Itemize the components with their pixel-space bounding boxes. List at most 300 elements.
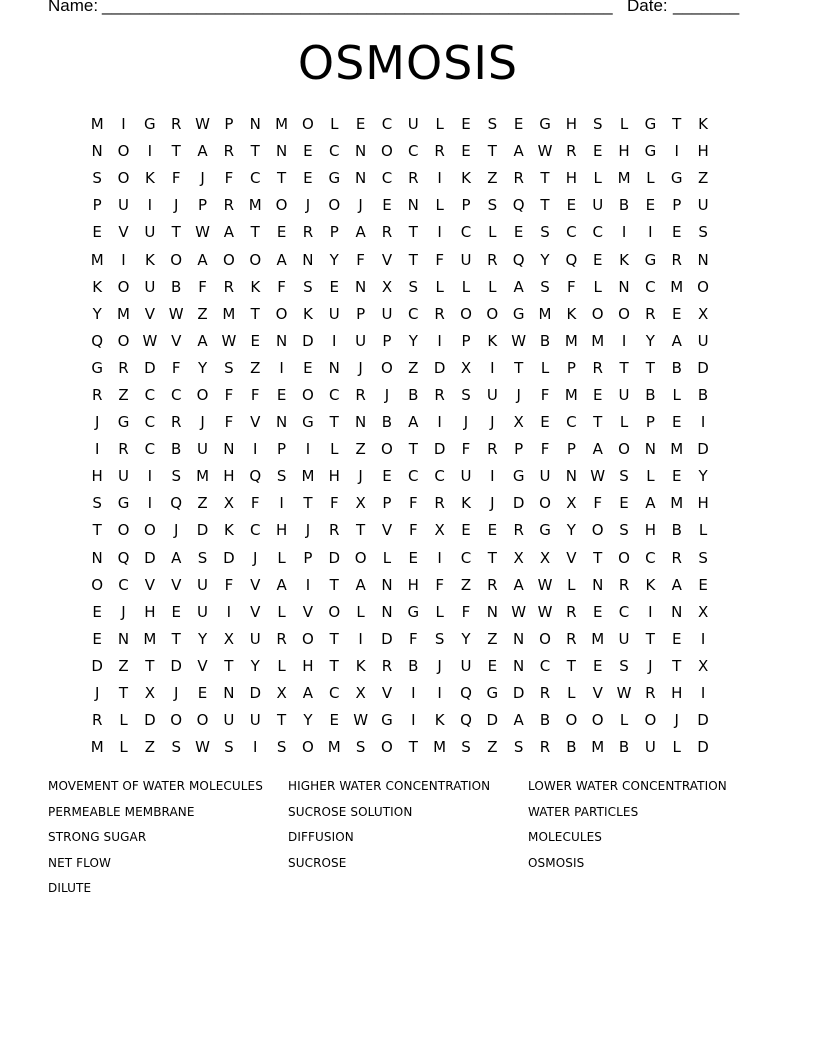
grid-letter[interactable]: O	[381, 142, 393, 161]
grid-letter[interactable]: E	[92, 629, 102, 648]
grid-letter[interactable]: K	[144, 169, 155, 188]
grid-letter[interactable]: L	[277, 602, 286, 621]
grid-letter[interactable]: H	[223, 467, 235, 486]
grid-letter[interactable]: O	[117, 142, 130, 161]
grid-letter[interactable]: I	[121, 250, 126, 269]
grid-letter[interactable]: V	[566, 548, 577, 567]
grid-letter[interactable]: R	[434, 494, 445, 513]
grid-letter[interactable]: L	[330, 115, 339, 134]
grid-letter[interactable]: H	[697, 494, 709, 513]
grid-letter[interactable]: N	[671, 602, 683, 621]
grid-letter[interactable]: G	[512, 304, 525, 323]
grid-letter[interactable]: F	[171, 169, 181, 188]
grid-letter[interactable]: N	[354, 413, 367, 432]
grid-letter[interactable]: X	[513, 548, 524, 567]
grid-letter[interactable]: F	[277, 277, 286, 296]
grid-letter[interactable]: B	[618, 738, 630, 757]
grid-letter[interactable]: Q	[170, 494, 183, 513]
grid-letter[interactable]: E	[540, 413, 550, 432]
grid-letter[interactable]: T	[514, 358, 524, 377]
grid-letter[interactable]: N	[592, 575, 604, 594]
grid-letter[interactable]: U	[381, 304, 393, 323]
grid-letter[interactable]: G	[644, 142, 657, 161]
grid-letter[interactable]: L	[698, 521, 708, 540]
grid-letter[interactable]: C	[329, 142, 340, 161]
grid-letter[interactable]: J	[200, 413, 205, 432]
grid-letter[interactable]: X	[355, 494, 366, 513]
grid-letter[interactable]: K	[645, 575, 656, 594]
grid-letter[interactable]: E	[513, 223, 524, 242]
grid-letter[interactable]: I	[674, 142, 679, 161]
grid-letter[interactable]: F	[171, 358, 181, 377]
grid-letter[interactable]: D	[249, 684, 262, 703]
grid-letter[interactable]: Z	[487, 629, 498, 648]
grid-letter[interactable]: S	[698, 548, 708, 567]
grid-letter[interactable]: I	[279, 494, 284, 513]
grid-letter[interactable]: T	[408, 738, 418, 757]
grid-letter[interactable]: P	[461, 331, 471, 350]
grid-letter[interactable]: N	[91, 548, 103, 567]
grid-letter[interactable]: U	[144, 277, 156, 296]
grid-letter[interactable]: U	[249, 629, 261, 648]
grid-letter[interactable]: T	[408, 250, 418, 269]
grid-letter[interactable]: C	[170, 385, 182, 404]
grid-letter[interactable]: I	[437, 223, 442, 242]
grid-letter[interactable]: L	[672, 385, 681, 404]
grid-letter[interactable]: G	[670, 169, 683, 188]
grid-letter[interactable]: R	[118, 440, 129, 459]
grid-letter[interactable]: P	[566, 440, 576, 459]
grid-letter[interactable]: X	[223, 494, 235, 513]
grid-letter[interactable]: L	[619, 115, 629, 134]
grid-letter[interactable]: R	[645, 304, 656, 323]
grid-letter[interactable]: N	[275, 413, 288, 432]
grid-letter[interactable]: C	[249, 169, 261, 188]
grid-letter[interactable]: R	[170, 413, 182, 432]
grid-letter[interactable]: K	[698, 115, 708, 134]
grid-letter[interactable]: E	[382, 467, 392, 486]
grid-letter[interactable]: T	[672, 115, 682, 134]
grid-letter[interactable]: G	[117, 494, 130, 513]
grid-letter[interactable]: I	[253, 440, 258, 459]
grid-letter[interactable]: U	[249, 711, 261, 730]
grid-letter[interactable]: N	[644, 440, 656, 459]
grid-letter[interactable]: S	[540, 223, 550, 242]
grid-letter[interactable]: I	[437, 413, 442, 432]
grid-letter[interactable]: C	[329, 684, 340, 703]
grid-letter[interactable]: R	[671, 250, 682, 269]
grid-letter[interactable]: J	[94, 413, 100, 432]
grid-letter[interactable]: A	[197, 142, 208, 161]
grid-letter[interactable]: E	[487, 521, 498, 540]
grid-letter[interactable]: R	[487, 575, 498, 594]
grid-letter[interactable]: U	[539, 467, 551, 486]
grid-letter[interactable]: F	[224, 575, 234, 594]
grid-letter[interactable]: G	[644, 250, 657, 269]
grid-letter[interactable]: O	[302, 115, 314, 134]
grid-letter[interactable]: W	[590, 467, 606, 486]
grid-letter[interactable]: O	[697, 277, 709, 296]
grid-letter[interactable]: U	[118, 467, 129, 486]
grid-letter[interactable]: L	[435, 602, 444, 621]
grid-letter[interactable]: Y	[408, 331, 418, 350]
grid-letter[interactable]: Q	[512, 196, 525, 215]
grid-letter[interactable]: M	[90, 115, 104, 134]
grid-letter[interactable]: U	[618, 629, 630, 648]
grid-letter[interactable]: O	[143, 521, 156, 540]
grid-letter[interactable]: N	[513, 656, 525, 675]
grid-letter[interactable]: J	[490, 413, 495, 432]
grid-letter[interactable]: S	[355, 738, 366, 757]
grid-letter[interactable]: M	[248, 196, 262, 215]
grid-letter[interactable]: C	[618, 602, 630, 621]
grid-letter[interactable]: D	[170, 656, 182, 675]
grid-letter[interactable]: H	[697, 142, 709, 161]
grid-letter[interactable]: W	[168, 304, 184, 323]
grid-letter[interactable]: U	[407, 115, 419, 134]
grid-letter[interactable]: A	[276, 250, 287, 269]
grid-letter[interactable]: G	[302, 413, 314, 432]
grid-letter[interactable]: L	[488, 277, 497, 296]
grid-letter[interactable]: N	[328, 358, 340, 377]
grid-letter[interactable]: L	[672, 738, 681, 757]
grid-letter[interactable]: X	[276, 684, 287, 703]
grid-letter[interactable]: B	[539, 711, 551, 730]
grid-letter[interactable]: O	[618, 440, 630, 459]
grid-letter[interactable]: J	[358, 358, 363, 377]
grid-letter[interactable]: I	[411, 684, 416, 703]
grid-letter[interactable]: M	[591, 629, 605, 648]
grid-letter[interactable]: B	[539, 331, 551, 350]
grid-letter[interactable]: E	[645, 196, 656, 215]
grid-letter[interactable]: X	[381, 277, 393, 296]
grid-letter[interactable]: R	[302, 223, 314, 242]
grid-letter[interactable]: J	[94, 684, 100, 703]
date-field[interactable]: _______	[673, 0, 740, 15]
grid-letter[interactable]: O	[565, 711, 578, 730]
grid-letter[interactable]: T	[250, 304, 260, 323]
grid-letter[interactable]: C	[118, 575, 129, 594]
grid-letter[interactable]: K	[619, 250, 629, 269]
grid-letter[interactable]: W	[537, 602, 553, 621]
grid-letter[interactable]: R	[539, 738, 551, 757]
grid-letter[interactable]: E	[461, 521, 471, 540]
grid-letter[interactable]: R	[276, 629, 287, 648]
grid-letter[interactable]: D	[91, 656, 103, 675]
grid-letter[interactable]: J	[173, 684, 179, 703]
grid-letter[interactable]: T	[224, 656, 234, 675]
grid-letter[interactable]: V	[381, 684, 393, 703]
grid-letter[interactable]: M	[327, 738, 341, 757]
grid-letter[interactable]: S	[303, 277, 313, 296]
grid-letter[interactable]: K	[223, 521, 234, 540]
grid-letter[interactable]: K	[250, 277, 261, 296]
grid-letter[interactable]: F	[540, 385, 550, 404]
grid-letter[interactable]: B	[671, 521, 682, 540]
grid-letter[interactable]: U	[197, 440, 209, 459]
grid-letter[interactable]: C	[592, 223, 603, 242]
grid-letter[interactable]: U	[328, 304, 340, 323]
grid-letter[interactable]: H	[302, 656, 314, 675]
grid-letter[interactable]: E	[197, 684, 208, 703]
grid-letter[interactable]: P	[382, 331, 392, 350]
grid-letter[interactable]: O	[249, 250, 262, 269]
grid-letter[interactable]: H	[328, 467, 340, 486]
grid-letter[interactable]: V	[592, 684, 603, 703]
grid-letter[interactable]: H	[565, 169, 577, 188]
grid-letter[interactable]: X	[460, 358, 472, 377]
grid-letter[interactable]: Q	[460, 684, 472, 703]
grid-letter[interactable]: T	[672, 656, 682, 675]
grid-letter[interactable]: L	[488, 223, 497, 242]
grid-letter[interactable]: O	[302, 738, 314, 757]
grid-letter[interactable]: W	[616, 684, 632, 703]
grid-letter[interactable]: I	[437, 169, 442, 188]
grid-letter[interactable]: Y	[329, 250, 339, 269]
grid-letter[interactable]: I	[621, 223, 627, 242]
grid-letter[interactable]: N	[117, 629, 130, 648]
grid-letter[interactable]: N	[275, 331, 288, 350]
grid-letter[interactable]: P	[277, 440, 287, 459]
grid-letter[interactable]: T	[276, 711, 287, 730]
grid-letter[interactable]: S	[92, 169, 102, 188]
grid-letter[interactable]: J	[674, 711, 679, 730]
grid-letter[interactable]: O	[117, 521, 130, 540]
grid-letter[interactable]: K	[461, 169, 471, 188]
grid-letter[interactable]: I	[648, 602, 653, 621]
grid-letter[interactable]: N	[249, 115, 261, 134]
grid-letter[interactable]: J	[253, 548, 258, 567]
grid-letter[interactable]: V	[197, 656, 208, 675]
grid-letter[interactable]: R	[434, 304, 445, 323]
grid-letter[interactable]: R	[539, 684, 551, 703]
grid-letter[interactable]: P	[461, 196, 471, 215]
grid-letter[interactable]: C	[566, 223, 577, 242]
grid-letter[interactable]: Q	[565, 250, 578, 269]
grid-letter[interactable]: R	[91, 711, 103, 730]
grid-letter[interactable]: E	[619, 494, 629, 513]
grid-letter[interactable]: E	[92, 602, 102, 621]
grid-letter[interactable]: E	[592, 602, 603, 621]
grid-letter[interactable]: C	[460, 223, 472, 242]
grid-letter[interactable]: S	[276, 738, 287, 757]
grid-letter[interactable]: R	[434, 142, 445, 161]
grid-letter[interactable]: S	[461, 385, 471, 404]
grid-letter[interactable]: O	[170, 250, 183, 269]
grid-letter[interactable]: X	[697, 656, 709, 675]
grid-letter[interactable]: Z	[197, 494, 208, 513]
grid-letter[interactable]: D	[223, 548, 235, 567]
grid-letter[interactable]: B	[381, 413, 393, 432]
grid-letter[interactable]: E	[92, 223, 102, 242]
grid-letter[interactable]: A	[671, 331, 682, 350]
grid-letter[interactable]: D	[486, 711, 499, 730]
grid-letter[interactable]: L	[646, 169, 655, 188]
grid-letter[interactable]: F	[567, 277, 576, 296]
grid-letter[interactable]: U	[355, 331, 367, 350]
grid-letter[interactable]: E	[276, 385, 287, 404]
grid-letter[interactable]: G	[407, 602, 420, 621]
grid-letter[interactable]: F	[593, 494, 603, 513]
grid-letter[interactable]: G	[539, 115, 551, 134]
grid-letter[interactable]: S	[171, 738, 181, 757]
grid-letter[interactable]: I	[253, 738, 258, 757]
grid-letter[interactable]: O	[381, 738, 393, 757]
grid-letter[interactable]: P	[198, 196, 208, 215]
grid-letter[interactable]: O	[618, 548, 630, 567]
grid-letter[interactable]: S	[461, 738, 471, 757]
grid-letter[interactable]: F	[435, 250, 444, 269]
grid-letter[interactable]: M	[617, 169, 631, 188]
grid-letter[interactable]: I	[147, 494, 153, 513]
grid-letter[interactable]: T	[408, 440, 418, 459]
grid-letter[interactable]: S	[224, 738, 234, 757]
grid-letter[interactable]: R	[355, 385, 366, 404]
grid-letter[interactable]: V	[250, 602, 261, 621]
grid-letter[interactable]: V	[250, 575, 261, 594]
grid-letter[interactable]: B	[697, 385, 709, 404]
grid-letter[interactable]: C	[539, 656, 551, 675]
grid-letter[interactable]: P	[356, 304, 366, 323]
grid-letter[interactable]: W	[537, 575, 553, 594]
grid-letter[interactable]: I	[437, 684, 442, 703]
grid-letter[interactable]: E	[671, 413, 682, 432]
grid-letter[interactable]: J	[384, 385, 390, 404]
grid-letter[interactable]: Z	[408, 358, 419, 377]
grid-letter[interactable]: I	[358, 629, 363, 648]
grid-letter[interactable]: L	[330, 440, 339, 459]
grid-letter[interactable]: O	[196, 711, 209, 730]
grid-letter[interactable]: S	[540, 277, 550, 296]
grid-letter[interactable]: O	[302, 385, 314, 404]
grid-letter[interactable]: P	[303, 548, 313, 567]
grid-letter[interactable]: I	[305, 440, 311, 459]
grid-letter[interactable]: V	[250, 413, 261, 432]
grid-letter[interactable]: M	[90, 738, 104, 757]
grid-letter[interactable]: N	[354, 142, 367, 161]
grid-letter[interactable]: S	[92, 494, 102, 513]
grid-letter[interactable]: R	[223, 277, 235, 296]
grid-letter[interactable]: M	[564, 385, 578, 404]
grid-letter[interactable]: C	[460, 548, 472, 567]
grid-letter[interactable]: T	[276, 169, 287, 188]
grid-letter[interactable]: A	[223, 223, 235, 242]
grid-letter[interactable]: R	[618, 575, 630, 594]
grid-letter[interactable]: L	[619, 413, 629, 432]
grid-letter[interactable]: O	[91, 575, 104, 594]
grid-letter[interactable]: M	[591, 738, 605, 757]
grid-letter[interactable]: N	[407, 196, 419, 215]
grid-letter[interactable]: A	[513, 277, 524, 296]
grid-letter[interactable]: D	[697, 711, 709, 730]
grid-letter[interactable]: P	[224, 115, 234, 134]
grid-letter[interactable]: J	[173, 521, 179, 540]
grid-letter[interactable]: W	[511, 602, 527, 621]
grid-letter[interactable]: O	[381, 358, 393, 377]
grid-letter[interactable]: O	[486, 304, 499, 323]
grid-letter[interactable]: R	[408, 169, 419, 188]
grid-letter[interactable]: X	[513, 413, 524, 432]
grid-letter[interactable]: B	[618, 196, 630, 215]
grid-letter[interactable]: J	[516, 385, 521, 404]
grid-letter[interactable]: E	[671, 304, 682, 323]
grid-letter[interactable]: J	[358, 196, 363, 215]
grid-letter[interactable]: U	[144, 223, 156, 242]
grid-letter[interactable]: A	[276, 575, 287, 594]
grid-letter[interactable]: V	[381, 250, 393, 269]
grid-letter[interactable]: N	[91, 142, 103, 161]
grid-letter[interactable]: J	[463, 413, 469, 432]
grid-letter[interactable]: A	[408, 413, 419, 432]
grid-letter[interactable]: D	[697, 358, 709, 377]
grid-letter[interactable]: M	[301, 467, 315, 486]
grid-letter[interactable]: L	[435, 115, 444, 134]
grid-letter[interactable]: G	[328, 169, 341, 188]
grid-letter[interactable]: O	[117, 169, 130, 188]
grid-letter[interactable]: G	[512, 467, 525, 486]
grid-letter[interactable]: O	[328, 196, 341, 215]
grid-letter[interactable]: V	[118, 223, 129, 242]
grid-letter[interactable]: I	[700, 413, 706, 432]
grid-letter[interactable]: R	[513, 169, 524, 188]
grid-letter[interactable]: L	[277, 548, 286, 567]
grid-letter[interactable]: W	[195, 115, 210, 134]
grid-letter[interactable]: G	[486, 684, 499, 703]
grid-letter[interactable]: G	[381, 711, 393, 730]
grid-letter[interactable]: R	[223, 196, 235, 215]
grid-letter[interactable]: U	[197, 602, 209, 621]
grid-letter[interactable]: E	[329, 277, 339, 296]
grid-letter[interactable]: D	[381, 629, 393, 648]
grid-letter[interactable]: M	[275, 115, 289, 134]
grid-letter[interactable]: T	[487, 142, 497, 161]
grid-letter[interactable]: A	[592, 440, 603, 459]
grid-letter[interactable]: J	[648, 656, 653, 675]
grid-letter[interactable]: N	[565, 467, 577, 486]
grid-letter[interactable]: P	[645, 413, 655, 432]
grid-letter[interactable]: T	[250, 142, 260, 161]
grid-letter[interactable]: I	[437, 548, 442, 567]
grid-letter[interactable]: S	[224, 358, 234, 377]
grid-letter[interactable]: W	[221, 331, 237, 350]
grid-letter[interactable]: L	[356, 602, 365, 621]
grid-letter[interactable]: A	[671, 575, 682, 594]
grid-letter[interactable]: C	[645, 548, 656, 567]
grid-letter[interactable]: X	[539, 548, 551, 567]
grid-letter[interactable]: T	[593, 413, 603, 432]
grid-letter[interactable]: M	[433, 738, 447, 757]
grid-letter[interactable]: T	[329, 575, 339, 594]
grid-letter[interactable]: N	[302, 250, 314, 269]
grid-letter[interactable]: U	[644, 738, 656, 757]
grid-letter[interactable]: G	[644, 115, 657, 134]
grid-letter[interactable]: R	[329, 521, 340, 540]
grid-letter[interactable]: H	[407, 575, 419, 594]
grid-letter[interactable]: N	[354, 169, 367, 188]
name-field[interactable]: ______________________________________________________	[102, 0, 613, 15]
grid-letter[interactable]: B	[566, 738, 577, 757]
grid-letter[interactable]: U	[618, 385, 630, 404]
grid-letter[interactable]: B	[645, 385, 656, 404]
grid-letter[interactable]: A	[302, 684, 314, 703]
grid-letter[interactable]: T	[171, 142, 181, 161]
grid-letter[interactable]: F	[356, 250, 365, 269]
grid-letter[interactable]: H	[671, 684, 683, 703]
grid-letter[interactable]: R	[645, 684, 656, 703]
grid-letter[interactable]: P	[514, 440, 524, 459]
grid-letter[interactable]: R	[671, 548, 682, 567]
grid-letter[interactable]: E	[592, 250, 603, 269]
